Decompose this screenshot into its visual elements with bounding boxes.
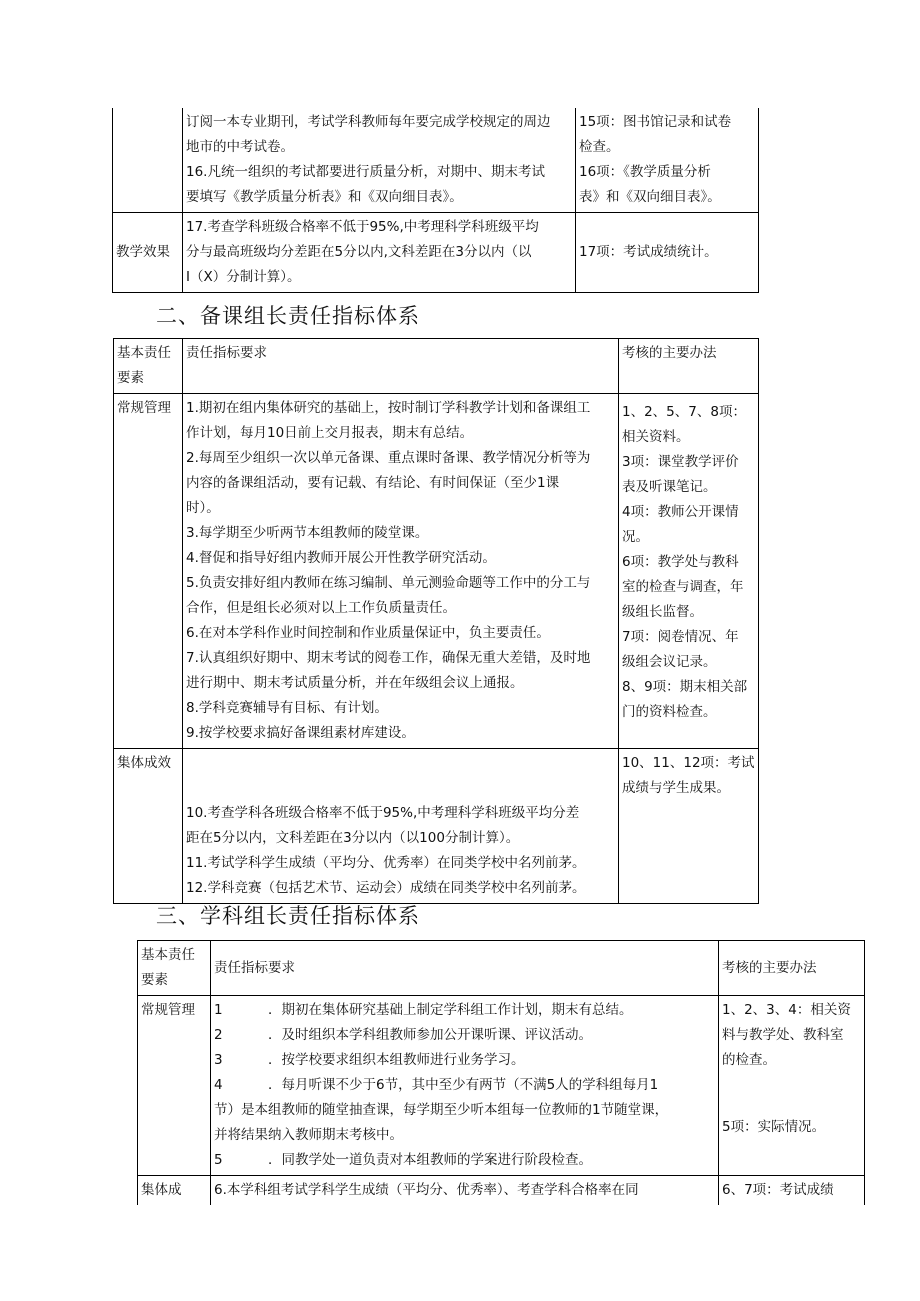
requirement-line: 5.负责安排好组内教师在练习编制、单元测验命题等工作中的分工与 [186, 575, 591, 591]
method-line: 6、7项：考试成绩 [722, 1182, 834, 1198]
item-text: ．期初在集体研究基础上制定学科组工作计划，期末有总结。 [268, 1002, 633, 1018]
table-row [114, 749, 759, 904]
requirement-line: 距在5分以内，文科差距在3分以内（以100分制计算）。 [186, 830, 520, 846]
section-heading-subject-group: 三、学科组长责任指标体系 [156, 904, 420, 928]
element-label: 常规管理 [141, 1002, 195, 1018]
table-subject-group-leader [137, 940, 865, 1205]
requirement-line: 3.每学期至少听两节本组教师的陵堂课。 [186, 525, 429, 541]
item-number: 2 [214, 1027, 223, 1043]
requirement-line: 17.考查学科班级合格率不低于95%,中考理科学科班级平均 [186, 219, 539, 235]
requirement-line: 2.每周至少组织一次以单元备课、重点课时备课、教学情况分析等为 [186, 450, 591, 466]
requirement-cell [183, 749, 619, 904]
method-line: 室的检查与调查，年 [622, 579, 744, 595]
requirement-cell [183, 213, 576, 293]
requirement-line: 分与最高班级均分差距在5分以内,文科差距在3分以内（以 [186, 244, 532, 260]
requirement-line: 要填写《教学质量分析表》和《双向细目表》。 [186, 189, 463, 205]
method-cell [619, 749, 759, 904]
method-line: 的检查。 [722, 1052, 776, 1068]
item-number: 3 [214, 1052, 223, 1068]
table-header-row [138, 941, 865, 996]
requirement-line: 订阅一本专业期刊，考试学科教师每年要完成学校规定的周边 [186, 114, 551, 130]
header-method [719, 941, 865, 996]
method-cell [719, 996, 865, 1176]
method-line: 成绩与学生成果。 [622, 780, 730, 796]
element-cell [138, 996, 211, 1176]
method-line: 7项：阅卷情况、年 [622, 629, 739, 645]
method-line: 级组长监督。 [622, 604, 703, 620]
method-line: 6项：教学处与教科 [622, 554, 739, 570]
item-text: ．每月听课不少于6节，其中至少有两节（不满5人的学科组每月1 [268, 1077, 659, 1093]
method-line: 料与教学处、教科室 [722, 1027, 844, 1043]
requirement-line: 6.在对本学科作业时间控制和作业质量保证中，负主要责任。 [186, 625, 550, 641]
header-requirement-label: 责任指标要求 [186, 345, 267, 361]
requirement-line: 7.认真组织好期中、期末考试的阅卷工作，确保无重大差错，及时地 [186, 650, 591, 666]
element-label: 集体成 [141, 1182, 182, 1198]
element-cell [114, 749, 183, 904]
table-row [113, 108, 759, 213]
header-method-label: 考核的主要办法 [722, 959, 817, 976]
method-cell [576, 213, 759, 293]
requirement-line: 4.督促和指导好组内教师开展公开性教学研究活动。 [186, 550, 496, 566]
method-line: 16项：《教学质量分析 [579, 164, 711, 180]
method-cell [619, 394, 759, 749]
header-requirement [211, 941, 719, 996]
method-line: 级组会议记录。 [622, 654, 717, 670]
requirement-cell [211, 996, 719, 1176]
requirement-line: 8.学科竞赛辅导有目标、有计划。 [186, 700, 388, 716]
item-number: 5 [214, 1152, 223, 1168]
table-header-row [114, 339, 759, 394]
header-element [138, 941, 211, 996]
method-line: 4项：教师公开课情 [622, 504, 739, 520]
method-line: 15项：图书馆记录和试卷 [579, 114, 732, 130]
item-text: ．及时组织本学科组教师参加公开课听课、评议活动。 [268, 1027, 592, 1043]
method-line: 表》和《双向细目表》。 [579, 189, 721, 205]
item-text: ．按学校要求组织本组教师进行业务学习。 [268, 1052, 525, 1068]
item-text: ．同教学处一道负责对本组教师的学案进行阶段检查。 [268, 1152, 592, 1168]
method-line: 门的资料检查。 [622, 704, 717, 720]
item-number: 1 [214, 1002, 223, 1018]
requirement-line: 16.凡统一组织的考试都要进行质量分析，对期中、期末考试 [186, 164, 545, 180]
requirement-line: 12.学科竞赛（包括艺术节、运动会）成绩在同类学校中名列前茅。 [186, 880, 586, 896]
item-number: 4 [214, 1077, 223, 1093]
header-element-line: 要素 [141, 972, 168, 988]
element-label: 教学效果 [116, 244, 170, 260]
method-line: 相关资料。 [622, 429, 690, 445]
header-requirement [183, 339, 619, 394]
header-element [114, 339, 183, 394]
table-row [138, 996, 865, 1176]
requirement-item [214, 1073, 715, 1098]
method-line: 1、2、5、7、8项： [622, 404, 746, 420]
element-label: 常规管理 [117, 400, 171, 416]
requirement-line: 地市的中考试卷。 [186, 139, 294, 155]
requirement-cell [183, 108, 576, 213]
table-row [114, 394, 759, 749]
table-teacher-duties-continued [112, 108, 759, 293]
header-method-label: 考核的主要办法 [622, 345, 717, 361]
method-line: 10、11、12项：考试 [622, 755, 755, 771]
element-cell [114, 394, 183, 749]
requirement-item [214, 1023, 715, 1048]
method-line: 况。 [622, 529, 649, 545]
element-cell [113, 213, 183, 293]
header-element-line: 要素 [117, 370, 144, 386]
table-row [113, 213, 759, 293]
requirement-line: 10.考查学科各班级合格率不低于95%,中考理科学科班级平均分差 [186, 805, 580, 821]
method-line: 表及听课笔记。 [622, 479, 717, 495]
method-line: 3项：课堂教学评价 [622, 454, 739, 470]
element-cell [113, 108, 183, 213]
requirement-line: 进行期中、期末考试质量分析，并在年级组会议上通报。 [186, 675, 524, 691]
requirement-item [214, 998, 715, 1023]
requirement-line: I（X）分制计算）。 [186, 269, 301, 285]
method-line: 1、2、3、4：相关资 [722, 1002, 851, 1018]
header-requirement-label: 责任指标要求 [214, 959, 295, 976]
requirement-line: 合作，但是组长必须对以上工作负质量责任。 [186, 600, 456, 616]
requirement-line: 1.期初在组内集体研究的基础上，按时制订学科教学计划和备课组工 [186, 400, 591, 416]
requirement-line: 并将结果纳入教师期末考核中。 [214, 1127, 403, 1143]
method-line: 17项：考试成绩统计。 [579, 244, 718, 260]
requirement-item [214, 1048, 715, 1073]
element-label: 集体成效 [117, 755, 171, 771]
requirement-line: 内容的备课组活动，要有记载、有结论、有时间保证（至少1课 [186, 475, 560, 491]
method-cell [576, 108, 759, 213]
table-lesson-group-leader [113, 338, 759, 904]
header-element-line: 基本责任 [141, 947, 195, 963]
requirement-cell [183, 394, 619, 749]
requirement-line: 作计划，每月10日前上交月报表，期末有总结。 [186, 425, 474, 441]
element-cell [138, 1176, 211, 1206]
header-method [619, 339, 759, 394]
header-element-line: 基本责任 [117, 345, 171, 361]
requirement-line: 时）。 [186, 500, 220, 516]
requirement-line: 6.本学科组考试学科学生成绩（平均分、优秀率）、考查学科合格率在同 [214, 1182, 639, 1198]
requirement-line: 11.考试学科学生成绩（平均分、优秀率）在同类学校中名列前茅。 [186, 855, 586, 871]
method-line: 检查。 [579, 139, 620, 155]
requirement-line: 节）是本组教师的随堂抽查课，每学期至少听本组每一位教师的1节随堂课， [214, 1102, 669, 1118]
method-line: 8、9项：期末相关部 [622, 679, 748, 695]
method-line: 5项：实际情况。 [722, 1119, 826, 1135]
section-heading-lesson-group: 二、备课组长责任指标体系 [156, 304, 420, 328]
requirement-cell [211, 1176, 719, 1206]
requirement-line: 9.按学校要求搞好备课组素材库建设。 [186, 725, 415, 741]
table-row [138, 1176, 865, 1206]
method-cell [719, 1176, 865, 1206]
requirement-item [214, 1148, 715, 1173]
